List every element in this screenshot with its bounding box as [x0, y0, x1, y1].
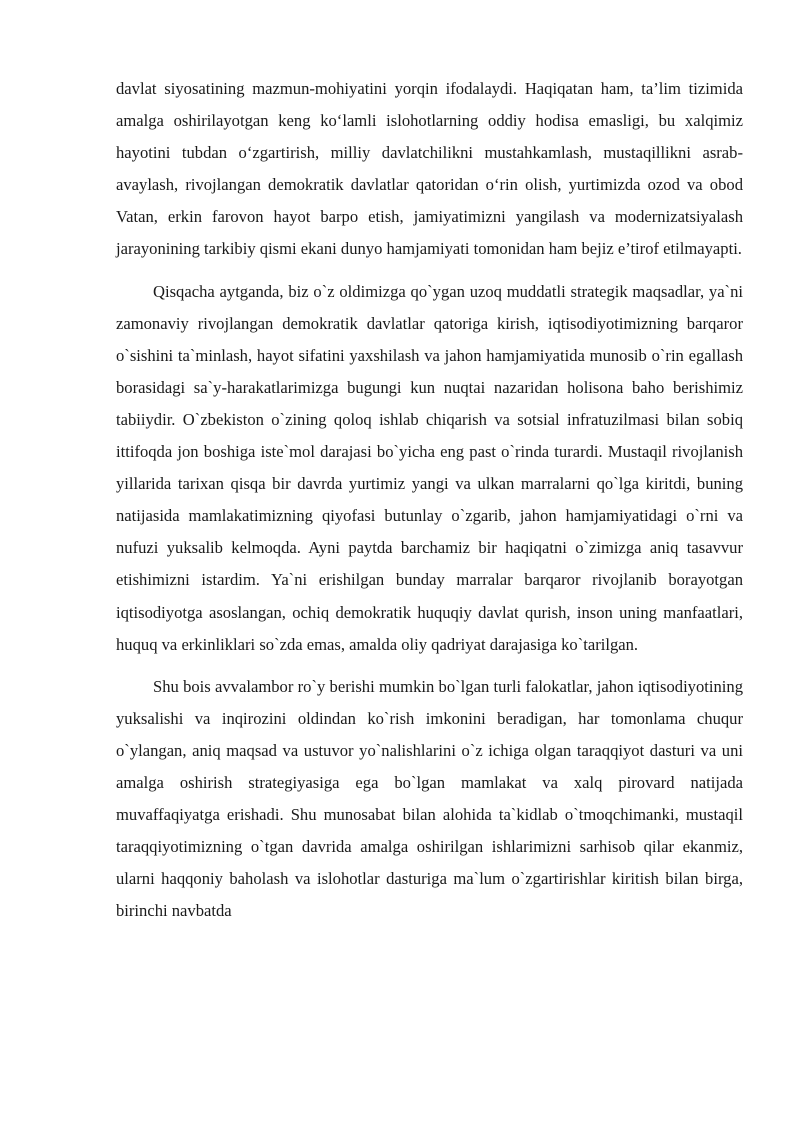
paragraph-continuation: davlat siyosatining mazmun-mohiyatini yorqin ifodalaydi. Haqiqatan ham, ta’lim tizimida amalga oshirilayotgan keng ko‘lamli islohotlarning oddiy hodisa emasligi, bu xalqimiz hayotini tubdan o‘zgartirish, milliy davlatchilikni mustahkamlash, mustaqillikni asrab-avaylash, rivojlangan demokratik davlatlar qatoridan o‘rin olish, yurtimizda ozod va obod Vatan, erkin farovon hayot barpo etish, jamiyatimizni yangilash va modernizatsiyalash jarayonining tarkibiy qismi ekani dunyo hamjamiyati tomonidan ham bejiz e’tirof etilmayapti. — [116, 79, 743, 259]
document-body — [116, 73, 743, 927]
paragraph-development-program: Shu bois avvalambor ro`y berishi mumkin bo`lgan turli falokatlar, jahon iqtisodiyotining yuksalishi va inqirozini oldindan ko`rish imkonini beradigan, har tomonlama chuqur o`ylangan, aniq maqsad va ustuvor yo`nalishlarini o`z ichiga olgan taraqqiyot dasturi va uni amalga oshirish strategiyasiga ega bo`lgan mamlakat va xalq pirovard natijada muvaffaqiyatga erishadi. Shu munosabat bilan alohida ta`kidlab o`tmoqchimanki, mustaqil taraqqiyotimizning o`tgan davrida amalga oshirilgan ishlarimizni sarhisob qilar ekanmiz, ularni haqqoniy baholash va islohotlar dasturiga ma`lum o`zgartirishlar kiritish bilan birga, birinchi navbatda — [116, 676, 743, 921]
paragraph-strategic-goals: Qisqacha aytganda, biz o`z oldimizga qo`ygan uzoq muddatli strategik maqsadlar, ya`ni zamonaviy rivojlangan demokratik davlatlar qatoriga kirish, iqtisodiyotimizning barqaror o`sishini ta`minlash, hayot sifatini yaxshilash va jahon hamjamiyatida munosib o`rin egallash borasidagi sa`y-harakatlarimizga bugungi kun nuqtai nazaridan holisona baho berishimiz tabiiydir. O`zbekiston o`zining qoloq ishlab chiqarish va sotsial infratuzilmasi bilan sobiq ittifoqda jon boshiga iste`mol darajasi bo`yicha eng past o`rinda turardi. Mustaqil rivojlanish yillarida tarixan qisqa bir davrda yurtimiz yangi va ulkan marralarni qo`lga kiritdi, buning natijasida mamlakatimizning qiyofasi butunlay o`zgarib, jahon hamjamiyatidagi o`rni va nufuzi yuksalib kelmoqda. Ayni paytda barchamiz bir haqiqatni o`zimizga aniq tasavvur etishimizni istardim. Ya`ni erishilgan bunday marralar barqaror rivojlanib borayotgan iqtisodiyotga asoslangan, ochiq demokratik huquqiy davlat qurish, inson uning manfaatlari, huquq va erkinliklari so`zda emas, amalda oliy qadriyat darajasiga ko`tarilgan. — [116, 281, 743, 654]
